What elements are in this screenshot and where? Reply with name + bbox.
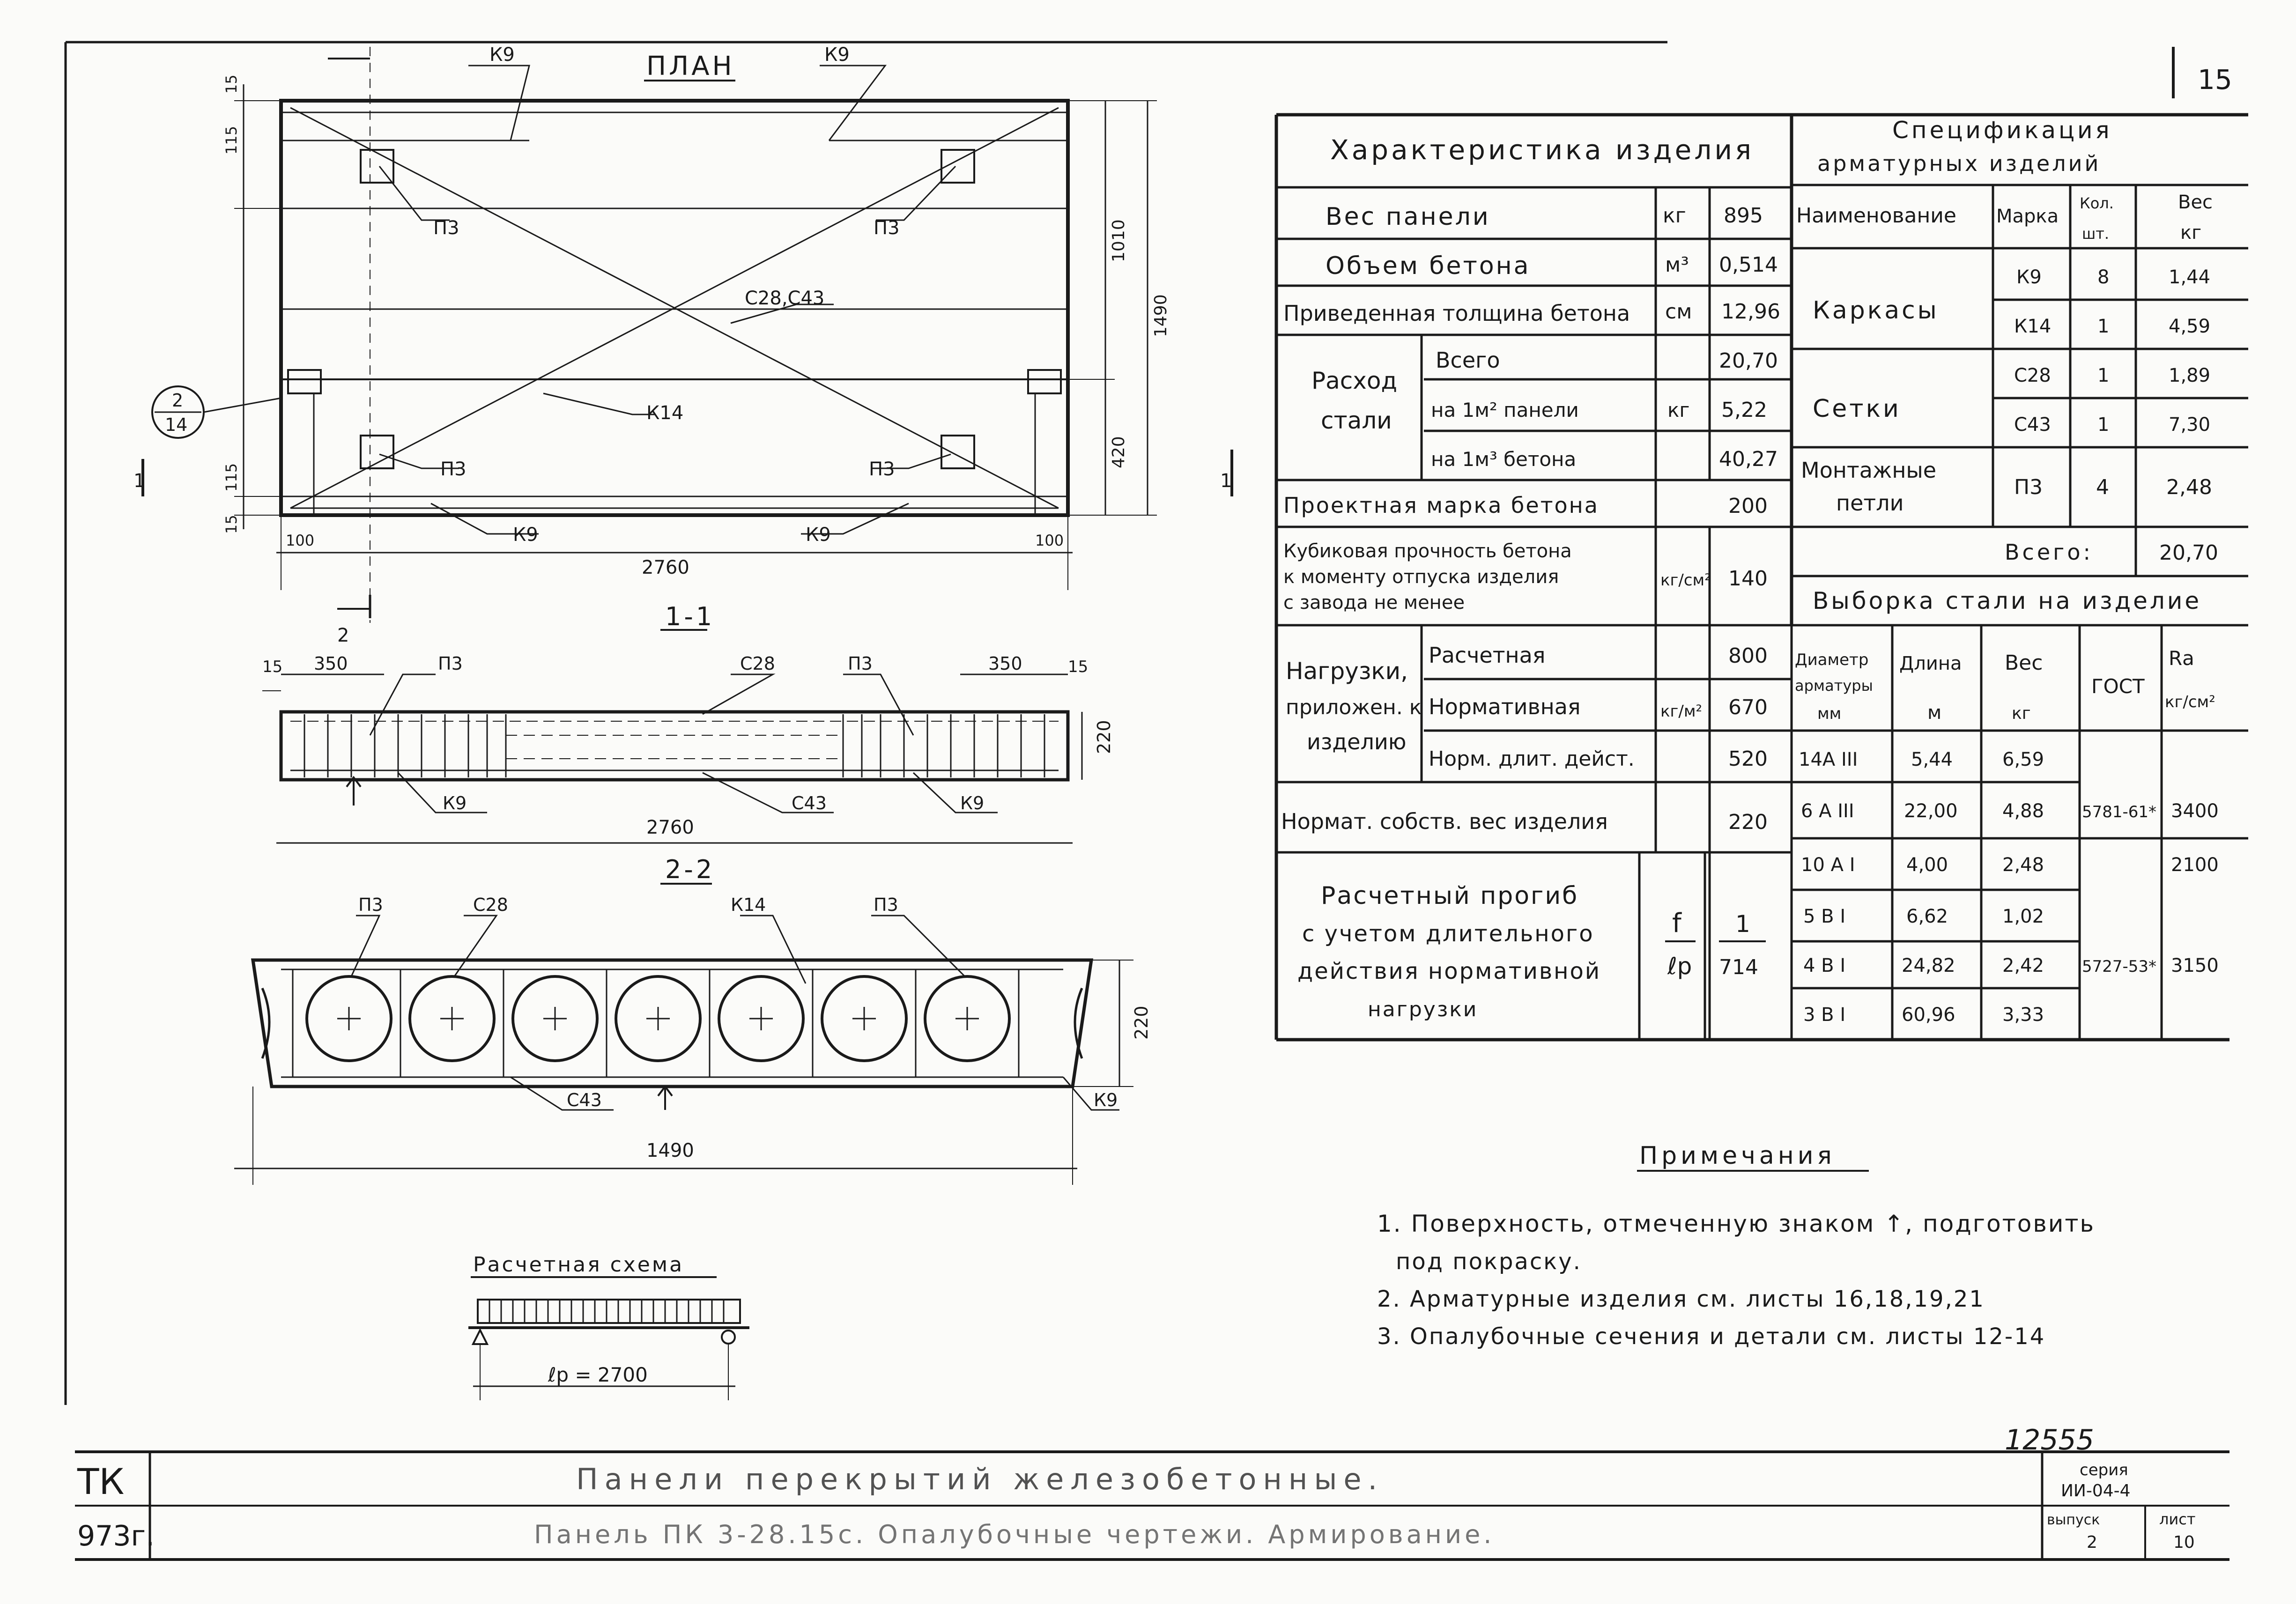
char-deflection-value-num: 1 bbox=[1735, 910, 1750, 938]
plan-k9-1: К9 bbox=[489, 44, 515, 66]
spec-r2-mark: К14 bbox=[2014, 316, 2052, 337]
char-cube-value: 140 bbox=[1728, 567, 1768, 591]
steel-ra-3: 3150 bbox=[2171, 955, 2219, 976]
char-thickness-label: Приведенная толщина бетона bbox=[1283, 301, 1630, 326]
char-steel-label-2: стали bbox=[1321, 407, 1392, 434]
spec-r2-wt: 4,59 bbox=[2169, 316, 2211, 337]
char-loads-normative-value: 670 bbox=[1728, 695, 1768, 719]
steel-r5-len: 24,82 bbox=[1902, 955, 1955, 976]
plan-p3-4: П3 bbox=[869, 458, 895, 480]
char-steel-m2-label: на 1м² панели bbox=[1431, 399, 1579, 421]
char-thickness-value: 12,96 bbox=[1721, 300, 1780, 324]
char-volume-unit: м³ bbox=[1665, 253, 1689, 277]
plan-dim-1490: 1490 bbox=[1151, 294, 1170, 337]
cut-2-marker: 2 bbox=[337, 625, 349, 646]
tb-left-2: 973г. bbox=[77, 1520, 155, 1552]
char-cube-label-2: к моменту отпуска изделия bbox=[1283, 566, 1559, 588]
spec-r4-wt: 7,30 bbox=[2169, 414, 2211, 436]
cut-1-right: 1 bbox=[1220, 470, 1232, 492]
char-cube-label-3: с завода не менее bbox=[1283, 592, 1465, 614]
steel-header-ra-2: кг/см² bbox=[2165, 693, 2215, 711]
s11-dim-15-left: 15 bbox=[262, 658, 283, 676]
char-steel-m2-value: 5,22 bbox=[1721, 398, 1767, 422]
s22-k9: К9 bbox=[1094, 1090, 1118, 1110]
spec-r2-qty: 1 bbox=[2097, 316, 2110, 337]
char-loads-design-label: Расчетная bbox=[1429, 643, 1546, 668]
s11-dim-350-right: 350 bbox=[988, 653, 1022, 674]
notes-line-1b: под покраску. bbox=[1396, 1249, 1582, 1275]
spec-header-wt-2: кг bbox=[2180, 222, 2202, 244]
char-loads-longterm-label: Норм. длит. дейст. bbox=[1429, 747, 1635, 771]
design-scheme-title: Расчетная схема bbox=[473, 1253, 684, 1277]
tb-series: ИИ-04-4 bbox=[2061, 1481, 2131, 1501]
tb-issue: 2 bbox=[2087, 1533, 2097, 1552]
plan-dim-15-top: 15 bbox=[222, 74, 240, 94]
hollow-cores bbox=[262, 969, 1082, 1077]
char-deflection-unit-num: f bbox=[1672, 908, 1681, 939]
plan-p3-1: П3 bbox=[433, 217, 459, 239]
char-selfweight-value: 220 bbox=[1728, 810, 1768, 834]
spec-header-wt-1: Вес bbox=[2178, 192, 2213, 213]
char-cube-label-1: Кубиковая прочность бетона bbox=[1283, 540, 1572, 562]
plan-k9-3: К9 bbox=[513, 524, 538, 546]
steel-r2-wt: 4,88 bbox=[2002, 800, 2044, 822]
notes-line-2: 2. Арматурные изделия см. листы 16,18,19,21 bbox=[1377, 1286, 1985, 1312]
char-weight-unit: кг bbox=[1663, 204, 1686, 228]
char-deflection-value-den: 714 bbox=[1719, 955, 1758, 979]
char-title: Характеристика изделия bbox=[1330, 134, 1755, 166]
section-2-2 bbox=[234, 855, 1152, 1185]
plan-view bbox=[133, 44, 1232, 623]
spec-r5-mark: П3 bbox=[2014, 475, 2043, 499]
char-steel-m3-value: 40,27 bbox=[1719, 447, 1778, 471]
steel-gost-1: 5781-61* bbox=[2082, 803, 2157, 821]
steel-r1-len: 5,44 bbox=[1911, 749, 1953, 770]
s22-dim-1490: 1490 bbox=[646, 1140, 694, 1161]
tb-issue-label: выпуск bbox=[2047, 1512, 2100, 1528]
char-loads-design-value: 800 bbox=[1728, 644, 1768, 668]
s11-p3-1: П3 bbox=[438, 653, 463, 674]
tb-sheet-label: лист bbox=[2159, 1510, 2196, 1528]
s22-p3-1: П3 bbox=[358, 894, 383, 915]
steel-header-len-2: м bbox=[1927, 702, 1942, 724]
tb-series-label: серия bbox=[2080, 1461, 2128, 1479]
spec-group-loops-2: петли bbox=[1836, 490, 1904, 516]
char-deflection-label-3: действия нормативной bbox=[1297, 958, 1601, 984]
char-volume-value: 0,514 bbox=[1719, 253, 1778, 277]
spec-r5-wt: 2,48 bbox=[2166, 475, 2212, 499]
spec-r4-qty: 1 bbox=[2097, 414, 2110, 436]
spec-header-qty-2: шт. bbox=[2082, 225, 2110, 243]
steel-header-len-1: Длина bbox=[1899, 653, 1962, 674]
char-steel-label-1: Расход bbox=[1311, 367, 1398, 394]
design-scheme bbox=[468, 1253, 749, 1400]
s22-c28: С28 bbox=[473, 894, 508, 915]
steel-header-wt-2: кг bbox=[2012, 704, 2031, 723]
plan-dim-115-bottom: 115 bbox=[222, 463, 240, 492]
plan-dim-15-bottom: 15 bbox=[222, 515, 240, 534]
spec-r5-qty: 4 bbox=[2096, 475, 2109, 499]
doc-number: 12555 bbox=[2005, 1424, 2094, 1456]
spec-total-label: Всего: bbox=[2005, 540, 2093, 565]
char-weight-label: Вес панели bbox=[1326, 203, 1490, 231]
char-loads-normative-label: Нормативная bbox=[1429, 694, 1581, 719]
spec-r1-wt: 1,44 bbox=[2169, 266, 2211, 288]
char-cube-unit: кг/см² bbox=[1660, 571, 1711, 590]
tb-title-2: Панель ПК 3-28.15с. Опалубочные чертежи. Армирование. bbox=[534, 1520, 1495, 1549]
s11-k9-1: К9 bbox=[443, 793, 467, 813]
char-thickness-unit: см bbox=[1665, 300, 1692, 324]
notes-line-3: 3. Опалубочные сечения и детали см. листы 12-14 bbox=[1377, 1323, 2046, 1350]
plan-dim-115-top: 115 bbox=[222, 126, 240, 155]
char-steel-unit: кг bbox=[1667, 399, 1690, 421]
section-1-1 bbox=[262, 595, 1114, 843]
s11-k9-2: К9 bbox=[960, 793, 985, 813]
char-steel-total-value: 20,70 bbox=[1719, 349, 1778, 373]
notes bbox=[1377, 1142, 2095, 1350]
support-left bbox=[473, 1330, 487, 1344]
char-loads-label-2: приложен. к bbox=[1286, 695, 1422, 719]
char-loads-label-3: изделию bbox=[1307, 729, 1407, 754]
spec-group-frames: Каркасы bbox=[1813, 296, 1939, 325]
tb-title-1: Панели перекрытий железобетонные. bbox=[576, 1462, 1384, 1496]
spec-r4-mark: С43 bbox=[2014, 414, 2051, 436]
spec-title-1: Спецификация bbox=[1892, 117, 2112, 144]
steel-r1-d: 14А III bbox=[1799, 749, 1858, 770]
spec-r3-qty: 1 bbox=[2097, 365, 2110, 386]
steel-r2-d: 6 А III bbox=[1801, 800, 1854, 822]
char-loads-longterm-value: 520 bbox=[1728, 747, 1768, 771]
char-volume-label: Объем бетона bbox=[1326, 252, 1531, 280]
section-2-2-title: 2-2 bbox=[665, 855, 715, 884]
plan-c28c43: С28,С43 bbox=[745, 288, 825, 309]
support-right bbox=[722, 1331, 735, 1344]
steel-r3-d: 10 А I bbox=[1801, 854, 1855, 876]
s11-c43: С43 bbox=[792, 793, 827, 813]
plan-k14: К14 bbox=[646, 402, 684, 424]
spec-group-meshes: Сетки bbox=[1813, 395, 1901, 423]
sheet-number: 15 bbox=[2198, 64, 2232, 96]
s11-c28: С28 bbox=[740, 653, 775, 674]
char-weight-value: 895 bbox=[1724, 204, 1763, 228]
s22-c43: С43 bbox=[567, 1090, 602, 1110]
section-ref-num: 2 bbox=[172, 390, 184, 411]
s11-dim-2760: 2760 bbox=[646, 817, 694, 838]
notes-line-1: 1. Поверхность, отмеченную знаком ↑, подготовить bbox=[1377, 1210, 2095, 1237]
char-steel-m3-label: на 1м³ бетона bbox=[1431, 448, 1577, 471]
steel-header-diam-3: мм bbox=[1817, 704, 1842, 723]
plan-dim-420: 420 bbox=[1109, 436, 1128, 468]
spec-r3-wt: 1,89 bbox=[2169, 365, 2211, 386]
char-deflection-label-4: нагрузки bbox=[1368, 998, 1478, 1021]
spec-header-name: Наименование bbox=[1796, 204, 1956, 228]
spec-r1-qty: 8 bbox=[2097, 266, 2110, 288]
section-ref-den: 14 bbox=[165, 414, 188, 435]
s22-dim-220: 220 bbox=[1131, 1005, 1152, 1040]
plan-title: ПЛАН bbox=[646, 51, 735, 81]
spec-header-mark: Марка bbox=[1996, 206, 2059, 227]
s11-dim-220: 220 bbox=[1094, 720, 1114, 754]
s11-p3-2: П3 bbox=[848, 653, 873, 674]
char-grade-label: Проектная марка бетона bbox=[1283, 493, 1599, 518]
spec-title-2: арматурных изделий bbox=[1817, 151, 2101, 176]
steel-r6-d: 3 В I bbox=[1803, 1004, 1846, 1026]
steel-r1-wt: 6,59 bbox=[2002, 749, 2044, 770]
steel-r6-len: 60,96 bbox=[1902, 1004, 1955, 1026]
steel-r2-len: 22,00 bbox=[1904, 800, 1958, 822]
s11-dim-15-right: 15 bbox=[1068, 658, 1089, 676]
steel-header-gost: ГОСТ bbox=[2091, 675, 2145, 698]
char-deflection-label-1: Расчетный прогиб bbox=[1321, 882, 1579, 910]
steel-r3-wt: 2,48 bbox=[2002, 854, 2044, 876]
spec-r3-mark: С28 bbox=[2014, 365, 2051, 386]
plan-dim-2760: 2760 bbox=[642, 557, 689, 578]
steel-r3-len: 4,00 bbox=[1906, 854, 1948, 876]
s11-dim-350-left: 350 bbox=[314, 653, 348, 674]
tb-sheet: 10 bbox=[2173, 1533, 2195, 1552]
plan-p3-3: П3 bbox=[440, 458, 467, 480]
steel-ra-1: 3400 bbox=[2171, 800, 2219, 822]
steel-header-ra-1: Rа bbox=[2169, 647, 2194, 670]
notes-title: Примечания bbox=[1639, 1142, 1836, 1170]
steel-ra-2: 2100 bbox=[2171, 854, 2219, 876]
title-block bbox=[75, 1424, 2229, 1560]
steel-gost-2: 5727-53* bbox=[2082, 957, 2157, 976]
steel-r4-d: 5 В I bbox=[1803, 906, 1846, 927]
steel-header-diam-2: арматуры bbox=[1795, 677, 1873, 695]
plan-k9-2: К9 bbox=[824, 44, 850, 66]
steel-r6-wt: 3,33 bbox=[2002, 1004, 2044, 1026]
spec-group-loops-1: Монтажные bbox=[1801, 458, 1937, 483]
section-1-1-outline bbox=[281, 712, 1068, 780]
steel-header-wt-1: Вес bbox=[2005, 651, 2043, 675]
tb-left-1: ТК bbox=[77, 1461, 125, 1502]
char-loads-label-1: Нагрузки, bbox=[1286, 658, 1408, 685]
char-selfweight-label: Нормат. собств. вес изделия bbox=[1281, 809, 1608, 834]
plan-dim-100-left: 100 bbox=[286, 532, 315, 549]
steel-r4-len: 6,62 bbox=[1906, 906, 1948, 927]
design-span: ℓр = 2700 bbox=[548, 1363, 648, 1386]
char-deflection-label-2: с учетом длительного bbox=[1302, 921, 1594, 947]
char-loads-unit: кг/м² bbox=[1660, 702, 1703, 721]
steel-r5-d: 4 В I bbox=[1803, 955, 1846, 976]
spec-total-value: 20,70 bbox=[2159, 541, 2218, 565]
char-deflection-unit-den: ℓр bbox=[1667, 953, 1692, 980]
cut-1-left: 1 bbox=[133, 470, 146, 492]
plan-dim-100-right: 100 bbox=[1035, 532, 1064, 549]
spec-r1-mark: К9 bbox=[2016, 266, 2042, 288]
plan-k9-4: К9 bbox=[806, 524, 831, 546]
s22-p3-2: П3 bbox=[874, 894, 898, 915]
specification-table bbox=[1792, 117, 2248, 625]
steel-header-diam-1: Диаметр bbox=[1795, 650, 1869, 669]
char-grade-value: 200 bbox=[1728, 494, 1768, 518]
plan-p3-2: П3 bbox=[874, 217, 900, 239]
steel-title: Выборка стали на изделие bbox=[1813, 587, 2202, 614]
steel-r4-wt: 1,02 bbox=[2002, 906, 2044, 927]
steel-selection-table bbox=[1792, 587, 2248, 1040]
steel-r5-wt: 2,42 bbox=[2002, 955, 2044, 976]
char-steel-total-label: Всего bbox=[1436, 347, 1500, 373]
spec-header-qty-1: Кол. bbox=[2080, 194, 2114, 212]
s22-k14: К14 bbox=[731, 894, 766, 915]
plan-dim-1010: 1010 bbox=[1109, 219, 1128, 262]
section-1-1-title: 1-1 bbox=[665, 602, 715, 631]
